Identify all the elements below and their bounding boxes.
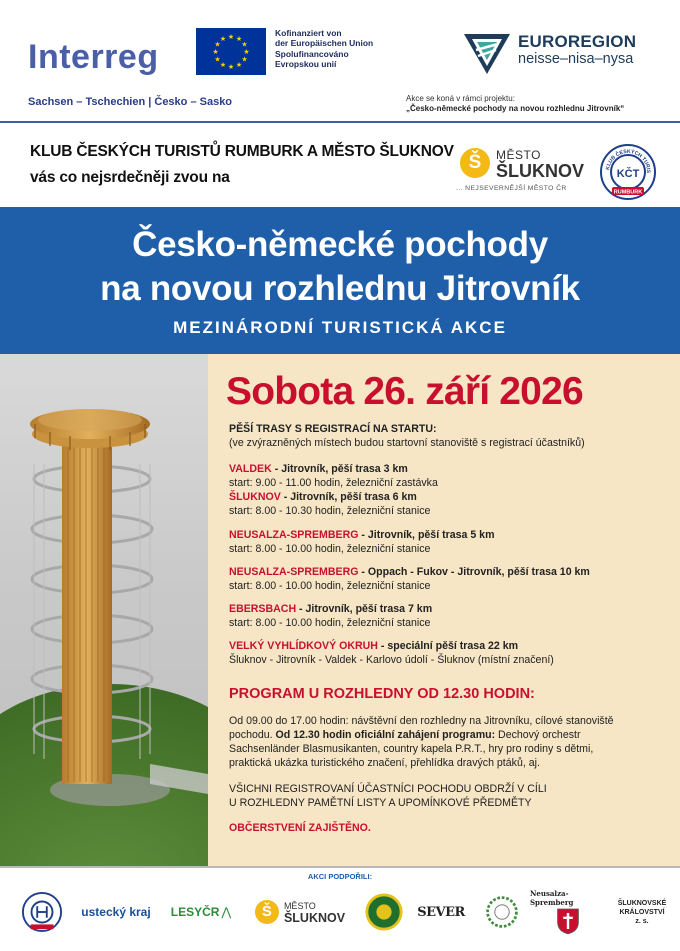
region-line: Sachsen – Tschechien | Česko – Sasko <box>28 96 233 108</box>
header-divider <box>0 121 680 123</box>
route-info: Šluknov - Jitrovník - Valdek - Karlovo údolí - Šluknov (místní značení) <box>229 654 554 666</box>
sponsors-label: AKCI PODPOŘILI: <box>307 872 373 881</box>
sponsor-wreath-emblem-icon <box>480 888 524 936</box>
svg-text:★: ★ <box>241 55 248 64</box>
main-title-line-2: na novou rozhlednu Jitrovník <box>100 269 580 308</box>
sponsor-lesy-cr-logo: LESYČR ⋀ <box>170 905 232 919</box>
svg-text:★: ★ <box>243 48 250 56</box>
svg-text:KLUB ČESKÝCH TURISTŮ: KLUB ČESKÝCH TURIS <box>605 148 652 174</box>
event-date: Sobota 26. září 2026 <box>226 370 583 413</box>
route-desc: - Jitrovník, pěší trasa 3 km <box>271 463 408 475</box>
svg-text:★: ★ <box>227 63 235 71</box>
program-heading: PROGRAM U ROZHLEDNY OD 12.30 HODIN: <box>229 686 535 702</box>
route-desc: - Jitrovník, pěší trasa 5 km <box>358 529 495 541</box>
routes-note: (ve zvýrazněných místech budou startovní stanoviště s registrací účastníků) <box>229 437 585 449</box>
route-desc: - speciální pěší trasa 22 km <box>377 640 519 652</box>
route-start: ŠLUKNOV <box>229 491 281 503</box>
euroregion-subtitle: neisse–nisa–nysa <box>518 51 634 67</box>
svg-text:★: ★ <box>235 61 243 69</box>
eu-cofinance-text: Kofinanziert von der Europäischen Union Spolufinancováno Evropskou unií <box>275 28 374 70</box>
registered-notice: VŠICHNI REGISTROVANÍ ÚČASTNÍCI POCHODU OBDRŽÍ V CÍLI <box>229 783 547 795</box>
footer-divider <box>0 866 680 868</box>
euroregion-title: EUROREGION <box>518 32 637 51</box>
route-info: start: 8.00 - 10.00 hodin, železniční stanice <box>229 580 431 592</box>
svg-text:★: ★ <box>241 40 248 49</box>
route-ebersbach <box>229 602 432 616</box>
program-line: Od 09.00 do 17.00 hodin: návštěvní den rozhledny na Jitrovníku, cílové stanoviště <box>229 715 614 727</box>
sponsor-neusalza-spremberg-logo: Neusalza-Spremberg <box>530 888 606 936</box>
route-neusalza-10km <box>229 565 590 579</box>
route-sluknov <box>229 490 417 504</box>
svg-text:★: ★ <box>214 55 221 64</box>
route-info: start: 9.00 - 11.00 hodin, železniční zastávka <box>229 477 438 489</box>
sponsor-kct-logo-icon <box>18 888 66 936</box>
route-desc: - Jitrovník, pěší trasa 6 km <box>280 491 417 503</box>
page-header <box>0 0 680 122</box>
sponsor-green-badge-icon <box>362 888 406 936</box>
svg-text:★: ★ <box>219 61 227 69</box>
sponsor-sluknovske-kralovstvi-logo: ŠLUKNOVSKÉ KRÁLOVSTVÍ z. s. <box>617 899 667 925</box>
program-line: Sachsenländer Blasmusikanten, country kapela P.R.T., hry pro rodiny s dětmi, <box>229 743 594 755</box>
main-title-line-1: Česko-německé pochody <box>132 225 548 264</box>
refreshment-notice: OBČERSTVENÍ ZAJIŠTĚNO. <box>229 822 371 834</box>
mesto-tagline: ... NEJSEVERNĚJŠÍ MĚSTO ČR <box>456 185 567 192</box>
route-info: start: 8.00 - 10.00 hodin, železniční stanice <box>229 543 431 555</box>
event-subtitle: MEZINÁRODNÍ TURISTICKÁ AKCE <box>173 318 507 337</box>
route-desc: - Oppach - Fukov - Jitrovník, pěší trasa 10 km <box>358 566 590 578</box>
project-name: „Česko-německé pochody na novou rozhlednu Jitrovník“ <box>406 104 625 113</box>
svg-text:RUMBURK: RUMBURK <box>613 189 643 196</box>
route-start: VALDEK <box>229 463 272 475</box>
route-info: start: 8.00 - 10.00 hodin, železniční stanice <box>229 617 431 629</box>
program-line: praktická ukázka turistického značení, přehlídka dravých ptáků, aj. <box>229 757 540 769</box>
route-valdek <box>229 462 408 476</box>
route-neusalza-5km <box>229 528 495 542</box>
kct-rumburk-badge-icon <box>600 144 656 200</box>
invitation-line-2: vás co nejsrdečněji zvou na <box>30 169 230 186</box>
interreg-logo: Interreg <box>28 38 159 76</box>
route-grand-loop <box>229 639 518 653</box>
sluknov-word: ŠLUKNOV <box>496 161 585 181</box>
route-desc: - Jitrovník, pěší trasa 7 km <box>296 603 433 615</box>
route-start: VELKÝ VYHLÍDKOVÝ OKRUH <box>229 640 378 652</box>
program-line: pochodu. Od 12.30 hodin oficiální zahájení programu: Dechový orchestr <box>229 729 581 741</box>
svg-text:KČT: KČT <box>616 168 640 180</box>
registered-notice: U ROZHLEDNY PAMĚTNÍ LISTY A UPOMÍNKOVÉ PŘEDMĚTY <box>229 797 532 809</box>
project-label: Akce se koná v rámci projektu: <box>406 94 515 103</box>
svg-text:★: ★ <box>214 40 221 49</box>
route-start: NEUSALZA-SPREMBERG <box>229 529 359 541</box>
sponsor-mesto-sluknov-logo: Š MĚSTO ŠLUKNOV <box>250 888 350 936</box>
routes-heading: PĚŠÍ TRASY S REGISTRACÍ NA STARTU: <box>229 423 437 435</box>
svg-text:★: ★ <box>219 35 227 43</box>
euroregion-logo-icon <box>462 30 512 76</box>
sponsor-ustecky-kraj-logo: ustecký kraj <box>81 905 151 919</box>
svg-text:★: ★ <box>235 35 243 43</box>
route-start: EBERSBACH <box>229 603 297 615</box>
sponsor-sever-logo: SEVER <box>417 904 465 920</box>
coat-of-arms-icon <box>556 907 580 935</box>
route-start: NEUSALZA-SPREMBERG <box>229 566 359 578</box>
svg-text:★: ★ <box>227 33 235 41</box>
lookout-tower-illustration <box>0 354 208 866</box>
invitation-line-1: KLUB ČESKÝCH TURISTŮ RUMBURK A MĚSTO ŠLUKNOV <box>30 143 454 160</box>
route-info: start: 8.00 - 10.30 hodin, železniční stanice <box>229 505 431 517</box>
tree-icon: ⋀ <box>221 905 232 919</box>
mesto-word: MĚSTO <box>496 148 541 162</box>
svg-text:★: ★ <box>212 48 219 56</box>
title-band <box>0 207 680 354</box>
mesto-sluknov-logo: Š <box>460 148 490 178</box>
eu-flag-icon <box>196 28 266 75</box>
mesto-s-icon: Š <box>255 900 279 924</box>
